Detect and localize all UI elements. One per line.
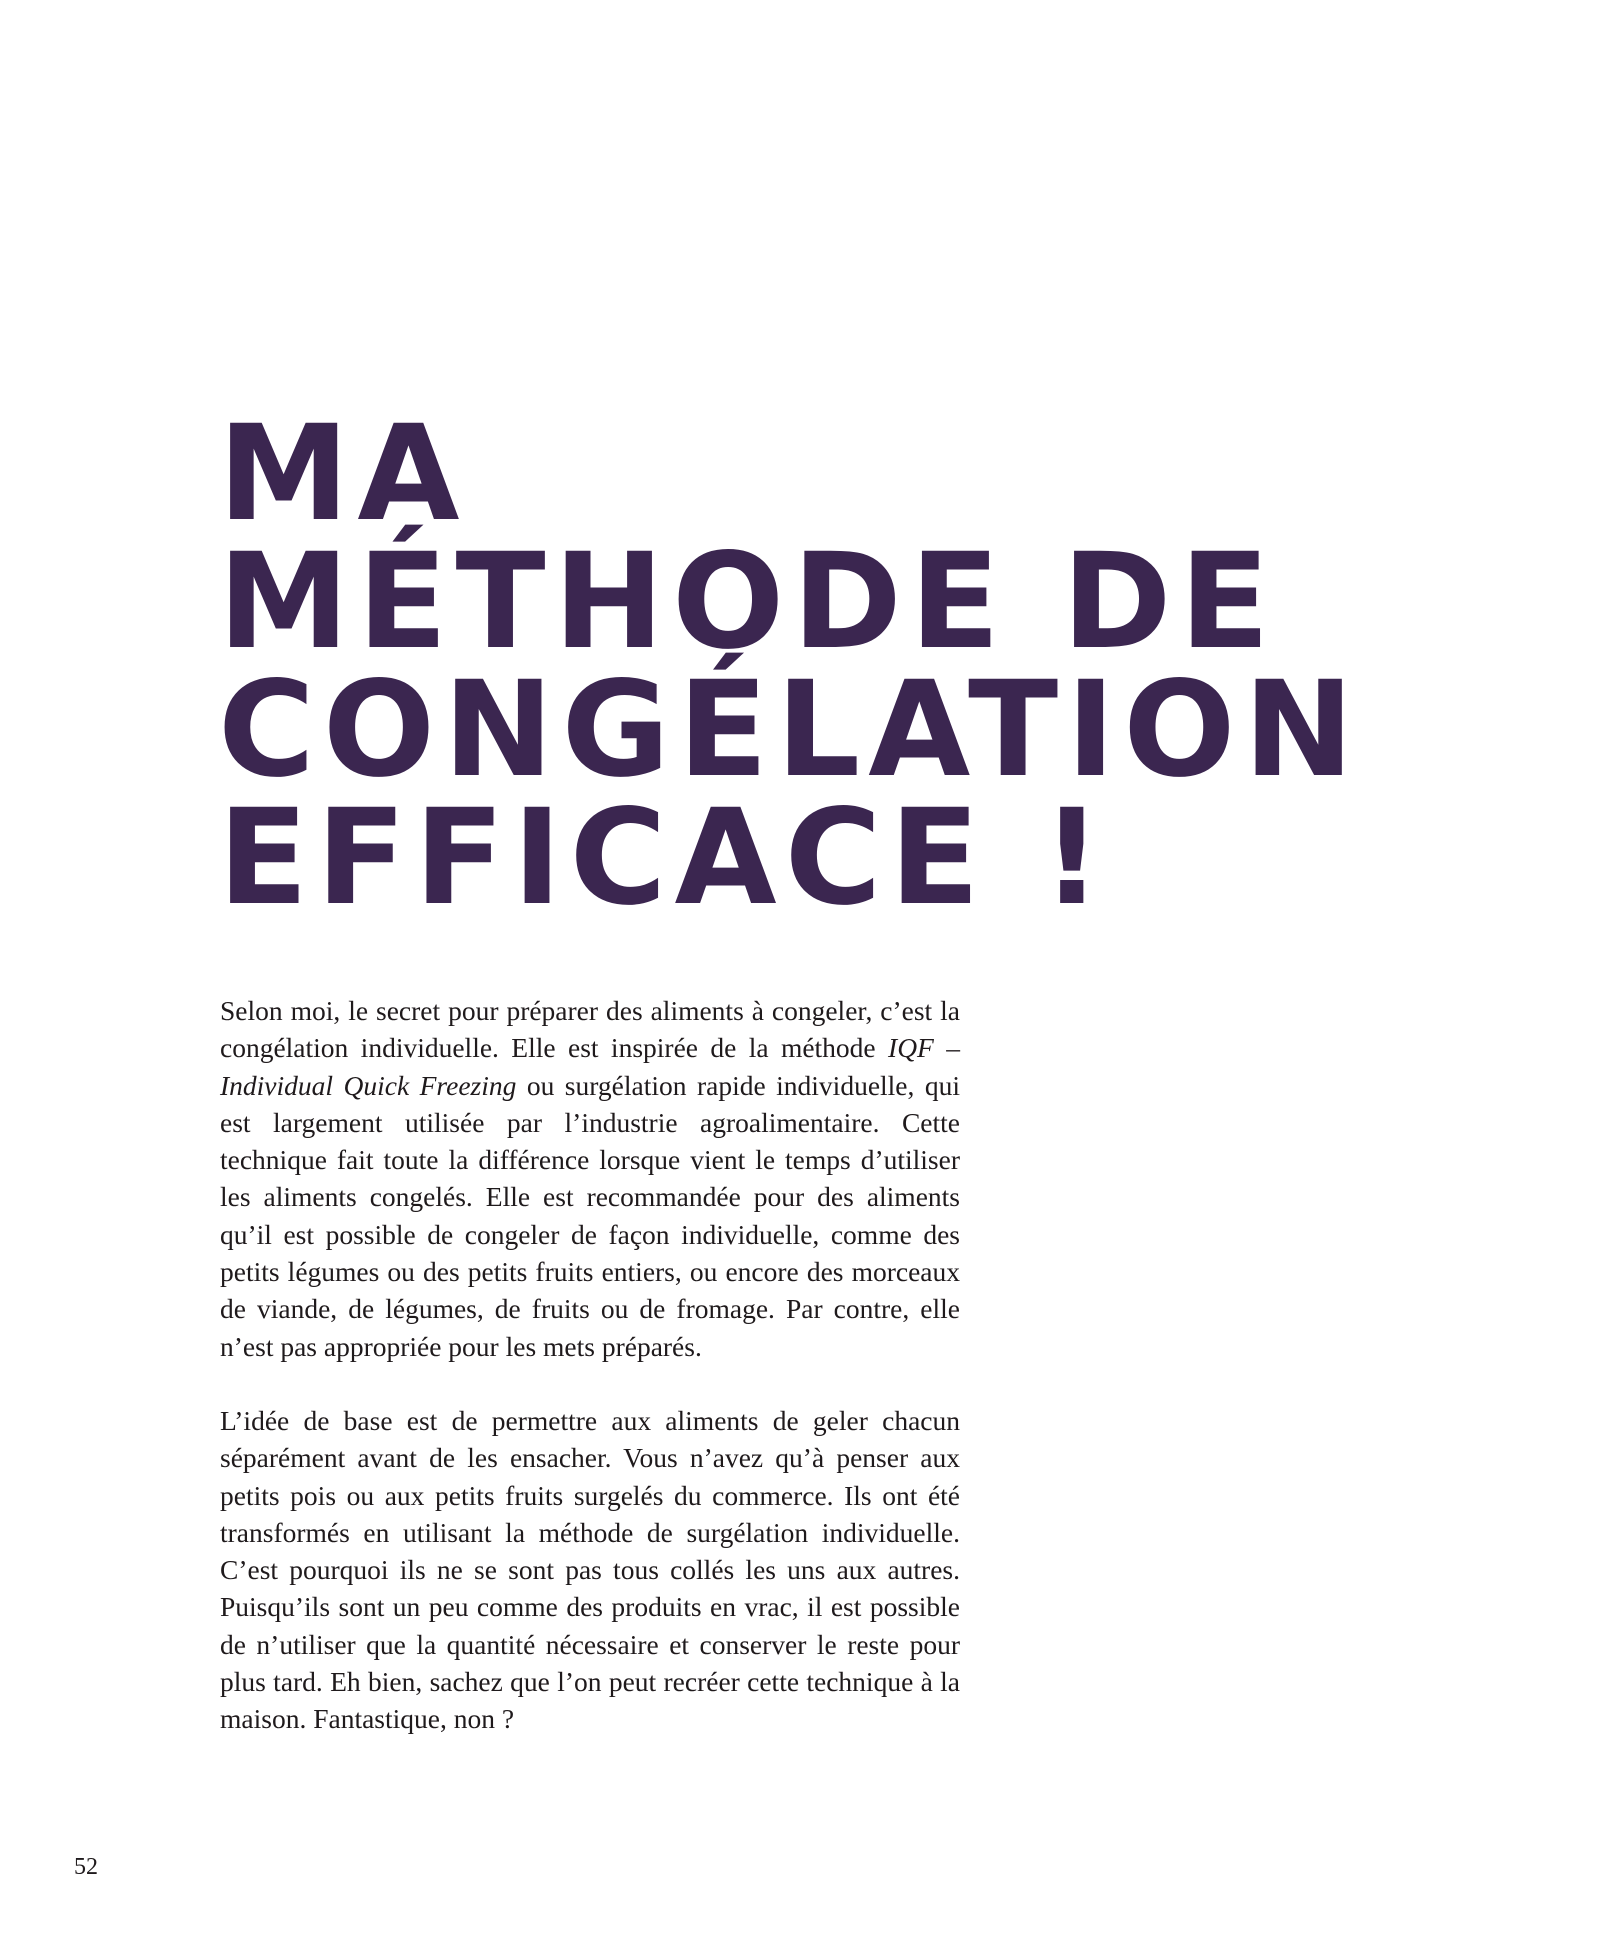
- body-text: [220, 992, 960, 1775]
- page-number: 52: [74, 1854, 98, 1880]
- title-line-4: EFFICACE !: [218, 781, 1110, 935]
- paragraph-2: L’idée de base est de permettre aux aliments de geler chacun séparément avant de les ensacher. Vous n’avez qu’à penser aux petits pois ou aux petits fruits surgelés du commerce. Ils ont été transformés en utilisant la méthode de surgélation individuelle. C’est pourquoi ils ne se sont pas tous collés les uns aux autres. Puisqu’ils sont un peu comme des produits en vrac, il est possible de n’utiliser que la quantité nécessaire et conserver le reste pour plus tard. Eh bien, sachez que l’on peut recréer cette technique à la maison. Fantastique, non ?: [220, 1404, 960, 1735]
- paragraph-1-part-1: Selon moi, le secret pour préparer des aliments à congeler, c’est la congélation individuelle. Elle est inspirée de la méthode: [220, 995, 960, 1064]
- page-title: [218, 397, 1362, 935]
- title-line-2: MÉTHODE DE: [218, 525, 1278, 679]
- title-line-1: MA: [218, 397, 468, 551]
- paragraph-1-italic: IQF – Individual Quick Freezing: [220, 1032, 960, 1101]
- paragraph-1-part-2: ou surgélation rapide individuelle, qui est largement utilisée par l’industrie agroalimentaire. Cette technique fait toute la différence lorsque vient le temps d’utiliser les aliments congelés. Elle est recommandée pour des aliments qu’il est possible de congeler de façon individuelle, comme des petits légumes ou des petits fruits entiers, ou encore des morceaux de viande, de légumes, de fruits ou de fromage. Par contre, elle n’est pas appropriée pour les mets préparés.: [220, 1069, 960, 1362]
- title-line-3: CONGÉLATION: [218, 653, 1362, 807]
- paragraph-1: [220, 992, 960, 1365]
